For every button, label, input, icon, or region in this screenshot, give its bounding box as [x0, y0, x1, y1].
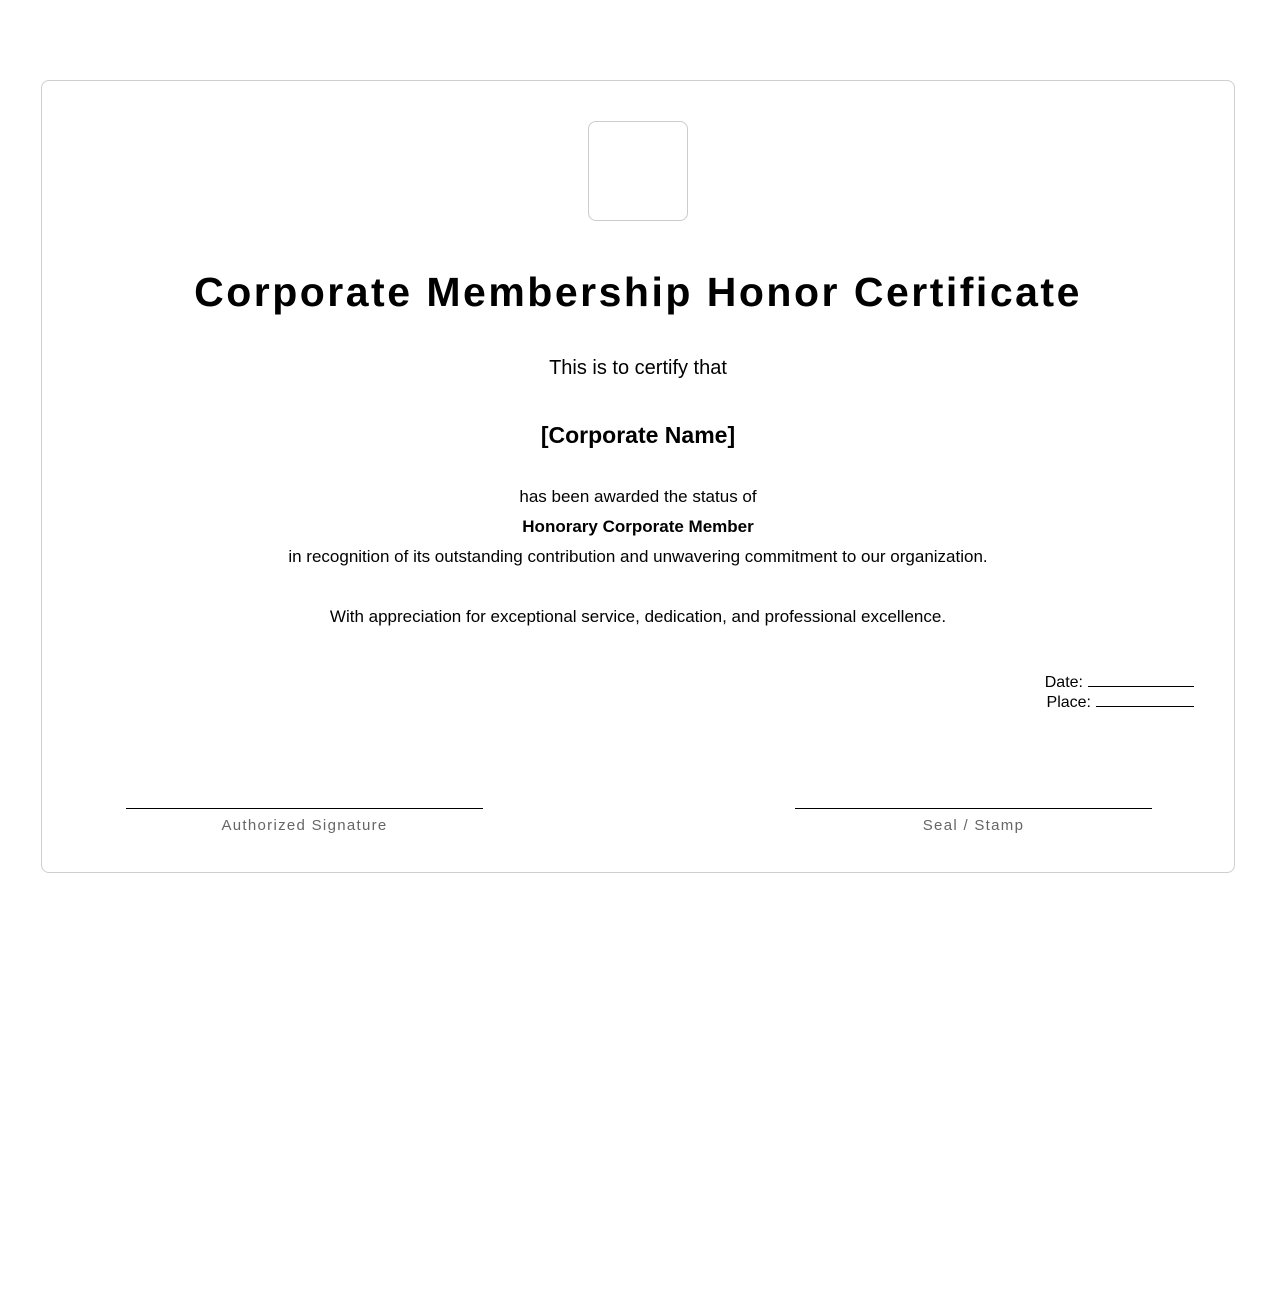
- certificate-title: Corporate Membership Honor Certificate: [194, 269, 1082, 315]
- date-row: [1045, 672, 1194, 692]
- corporate-name: [Corporate Name]: [540, 422, 736, 448]
- seal-line: [795, 808, 1152, 809]
- certificate-card: [41, 80, 1235, 873]
- place-label: Place:: [1046, 694, 1091, 711]
- membership-status: Honorary Corporate Member: [522, 517, 754, 536]
- logo-placeholder: [588, 121, 688, 221]
- certify-text: This is to certify that: [549, 357, 727, 379]
- date-label: Date:: [1044, 674, 1083, 691]
- awarded-text: has been awarded the status of: [519, 487, 757, 506]
- seal-stamp-label: Seal / Stamp: [922, 817, 1025, 834]
- place-row: [1045, 692, 1194, 712]
- place-blank-line: [1096, 692, 1194, 707]
- authorized-signature-label: Authorized Signature: [221, 817, 388, 834]
- date-blank-line: [1088, 672, 1194, 687]
- date-place-block: [1045, 672, 1194, 712]
- signature-line: [126, 808, 483, 809]
- recognition-text: in recognition of its outstanding contribution and unwavering commitment to our organization.: [288, 547, 988, 566]
- authorized-signature-block: [126, 808, 483, 835]
- appreciation-text: With appreciation for exceptional service, dedication, and professional excellence.: [329, 607, 947, 626]
- seal-stamp-block: [795, 808, 1152, 835]
